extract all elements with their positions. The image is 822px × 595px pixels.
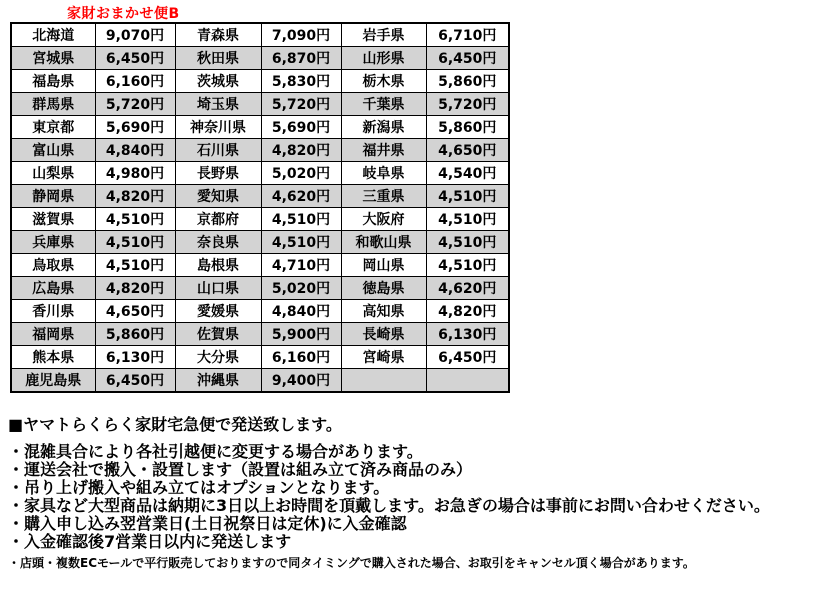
price-cell: 4,980円 — [95, 162, 175, 185]
note-item: ・入金確認後7営業日以内に発送します — [8, 532, 292, 551]
price-cell: 7,090円 — [261, 23, 341, 47]
prefecture-cell: 和歌山県 — [341, 231, 426, 254]
prefecture-cell — [341, 369, 426, 393]
price-cell: 4,510円 — [95, 254, 175, 277]
table-row — [11, 277, 509, 300]
prefecture-cell: 青森県 — [175, 23, 261, 47]
price-cell: 6,710円 — [426, 23, 509, 47]
prefecture-cell: 茨城県 — [175, 70, 261, 93]
prefecture-cell: 広島県 — [11, 277, 95, 300]
price-cell: 5,720円 — [261, 93, 341, 116]
price-cell: 6,450円 — [95, 47, 175, 70]
price-cell: 5,860円 — [426, 116, 509, 139]
prefecture-cell: 新潟県 — [341, 116, 426, 139]
prefecture-cell: 沖縄県 — [175, 369, 261, 393]
price-cell: 5,020円 — [261, 162, 341, 185]
prefecture-cell: 岩手県 — [341, 23, 426, 47]
price-cell: 4,620円 — [426, 277, 509, 300]
prefecture-cell: 富山県 — [11, 139, 95, 162]
prefecture-cell: 秋田県 — [175, 47, 261, 70]
price-cell: 6,130円 — [95, 346, 175, 369]
prefecture-cell: 長野県 — [175, 162, 261, 185]
note-item: ・吊り上げ搬入や組み立てはオプションとなります。 — [8, 478, 390, 497]
table-row — [11, 185, 509, 208]
table-row — [11, 208, 509, 231]
table-row — [11, 369, 509, 393]
shipping-fee-table — [10, 22, 510, 393]
prefecture-cell: 愛知県 — [175, 185, 261, 208]
prefecture-cell: 宮崎県 — [341, 346, 426, 369]
prefecture-cell: 神奈川県 — [175, 116, 261, 139]
price-cell: 4,510円 — [261, 231, 341, 254]
price-cell — [426, 369, 509, 393]
prefecture-cell: 福井県 — [341, 139, 426, 162]
price-cell: 4,650円 — [426, 139, 509, 162]
table-row — [11, 116, 509, 139]
prefecture-cell: 兵庫県 — [11, 231, 95, 254]
prefecture-cell: 高知県 — [341, 300, 426, 323]
prefecture-cell: 京都府 — [175, 208, 261, 231]
prefecture-cell: 滋賀県 — [11, 208, 95, 231]
price-cell: 6,450円 — [426, 47, 509, 70]
note-item: ・混雑具合により各社引越便に変更する場合があります。 — [8, 442, 423, 461]
table-row — [11, 162, 509, 185]
prefecture-cell: 岐阜県 — [341, 162, 426, 185]
table-row — [11, 231, 509, 254]
prefecture-cell: 山口県 — [175, 277, 261, 300]
price-cell: 6,450円 — [95, 369, 175, 393]
prefecture-cell: 香川県 — [11, 300, 95, 323]
price-cell: 4,840円 — [95, 139, 175, 162]
note-item: ・運送会社で搬入・設置します（設置は組み立て済み商品のみ） — [8, 460, 473, 479]
price-cell: 6,130円 — [426, 323, 509, 346]
price-cell: 4,650円 — [95, 300, 175, 323]
prefecture-cell: 鳥取県 — [11, 254, 95, 277]
price-cell: 5,690円 — [261, 116, 341, 139]
prefecture-cell: 石川県 — [175, 139, 261, 162]
prefecture-cell: 福島県 — [11, 70, 95, 93]
price-cell: 4,620円 — [261, 185, 341, 208]
table-row — [11, 70, 509, 93]
price-cell: 5,720円 — [95, 93, 175, 116]
price-cell: 4,820円 — [95, 277, 175, 300]
price-cell: 4,510円 — [261, 208, 341, 231]
notes-list — [8, 443, 818, 551]
price-cell: 5,860円 — [426, 70, 509, 93]
prefecture-cell: 長崎県 — [341, 323, 426, 346]
price-cell: 5,690円 — [95, 116, 175, 139]
prefecture-cell: 北海道 — [11, 23, 95, 47]
price-cell: 6,450円 — [426, 346, 509, 369]
table-row — [11, 346, 509, 369]
note-item: ・家具など大型商品は納期に3日以上お時間を頂戴します。お急ぎの場合は事前にお問い合わせください。 — [8, 496, 770, 515]
prefecture-cell: 福岡県 — [11, 323, 95, 346]
small-note: ・店頭・複数ECモールで平行販売しておりますので同タイミングで購入された場合、お取引をキャンセル頂く場合があります。 — [8, 556, 695, 570]
note-item: ・購入申し込み翌営業日(土日祝祭日は定休)に入金確認 — [8, 514, 407, 533]
price-cell: 4,820円 — [95, 185, 175, 208]
price-cell: 4,540円 — [426, 162, 509, 185]
price-cell: 4,510円 — [426, 231, 509, 254]
table-row — [11, 323, 509, 346]
prefecture-cell: 鹿児島県 — [11, 369, 95, 393]
price-cell: 4,820円 — [426, 300, 509, 323]
price-cell: 4,510円 — [426, 208, 509, 231]
prefecture-cell: 埼玉県 — [175, 93, 261, 116]
price-cell: 5,720円 — [426, 93, 509, 116]
prefecture-cell: 佐賀県 — [175, 323, 261, 346]
notes-heading: ■ヤマトらくらく家財宅急便で発送致します。 — [8, 415, 342, 434]
prefecture-cell: 群馬県 — [11, 93, 95, 116]
price-cell: 6,160円 — [261, 346, 341, 369]
price-cell: 5,830円 — [261, 70, 341, 93]
price-cell: 4,710円 — [261, 254, 341, 277]
prefecture-cell: 静岡県 — [11, 185, 95, 208]
prefecture-cell: 大分県 — [175, 346, 261, 369]
table-row — [11, 93, 509, 116]
prefecture-cell: 千葉県 — [341, 93, 426, 116]
page-title: 家財おまかせ便B — [67, 6, 180, 22]
price-cell: 4,820円 — [261, 139, 341, 162]
price-cell: 4,510円 — [426, 185, 509, 208]
prefecture-cell: 徳島県 — [341, 277, 426, 300]
prefecture-cell: 岡山県 — [341, 254, 426, 277]
table-row — [11, 300, 509, 323]
table-row — [11, 139, 509, 162]
prefecture-cell: 山梨県 — [11, 162, 95, 185]
price-cell: 6,870円 — [261, 47, 341, 70]
prefecture-cell: 三重県 — [341, 185, 426, 208]
table-row — [11, 23, 509, 47]
table-row — [11, 47, 509, 70]
prefecture-cell: 大阪府 — [341, 208, 426, 231]
price-cell: 5,020円 — [261, 277, 341, 300]
price-cell: 4,510円 — [426, 254, 509, 277]
shipping-notes-section — [8, 416, 818, 570]
price-cell: 4,840円 — [261, 300, 341, 323]
price-cell: 4,510円 — [95, 208, 175, 231]
price-cell: 9,400円 — [261, 369, 341, 393]
prefecture-cell: 熊本県 — [11, 346, 95, 369]
price-cell: 9,070円 — [95, 23, 175, 47]
prefecture-cell: 愛媛県 — [175, 300, 261, 323]
price-cell: 4,510円 — [95, 231, 175, 254]
prefecture-cell: 島根県 — [175, 254, 261, 277]
price-cell: 5,860円 — [95, 323, 175, 346]
prefecture-cell: 東京都 — [11, 116, 95, 139]
prefecture-cell: 山形県 — [341, 47, 426, 70]
price-cell: 5,900円 — [261, 323, 341, 346]
prefecture-cell: 栃木県 — [341, 70, 426, 93]
prefecture-cell: 奈良県 — [175, 231, 261, 254]
price-cell: 6,160円 — [95, 70, 175, 93]
table-row — [11, 254, 509, 277]
prefecture-cell: 宮城県 — [11, 47, 95, 70]
